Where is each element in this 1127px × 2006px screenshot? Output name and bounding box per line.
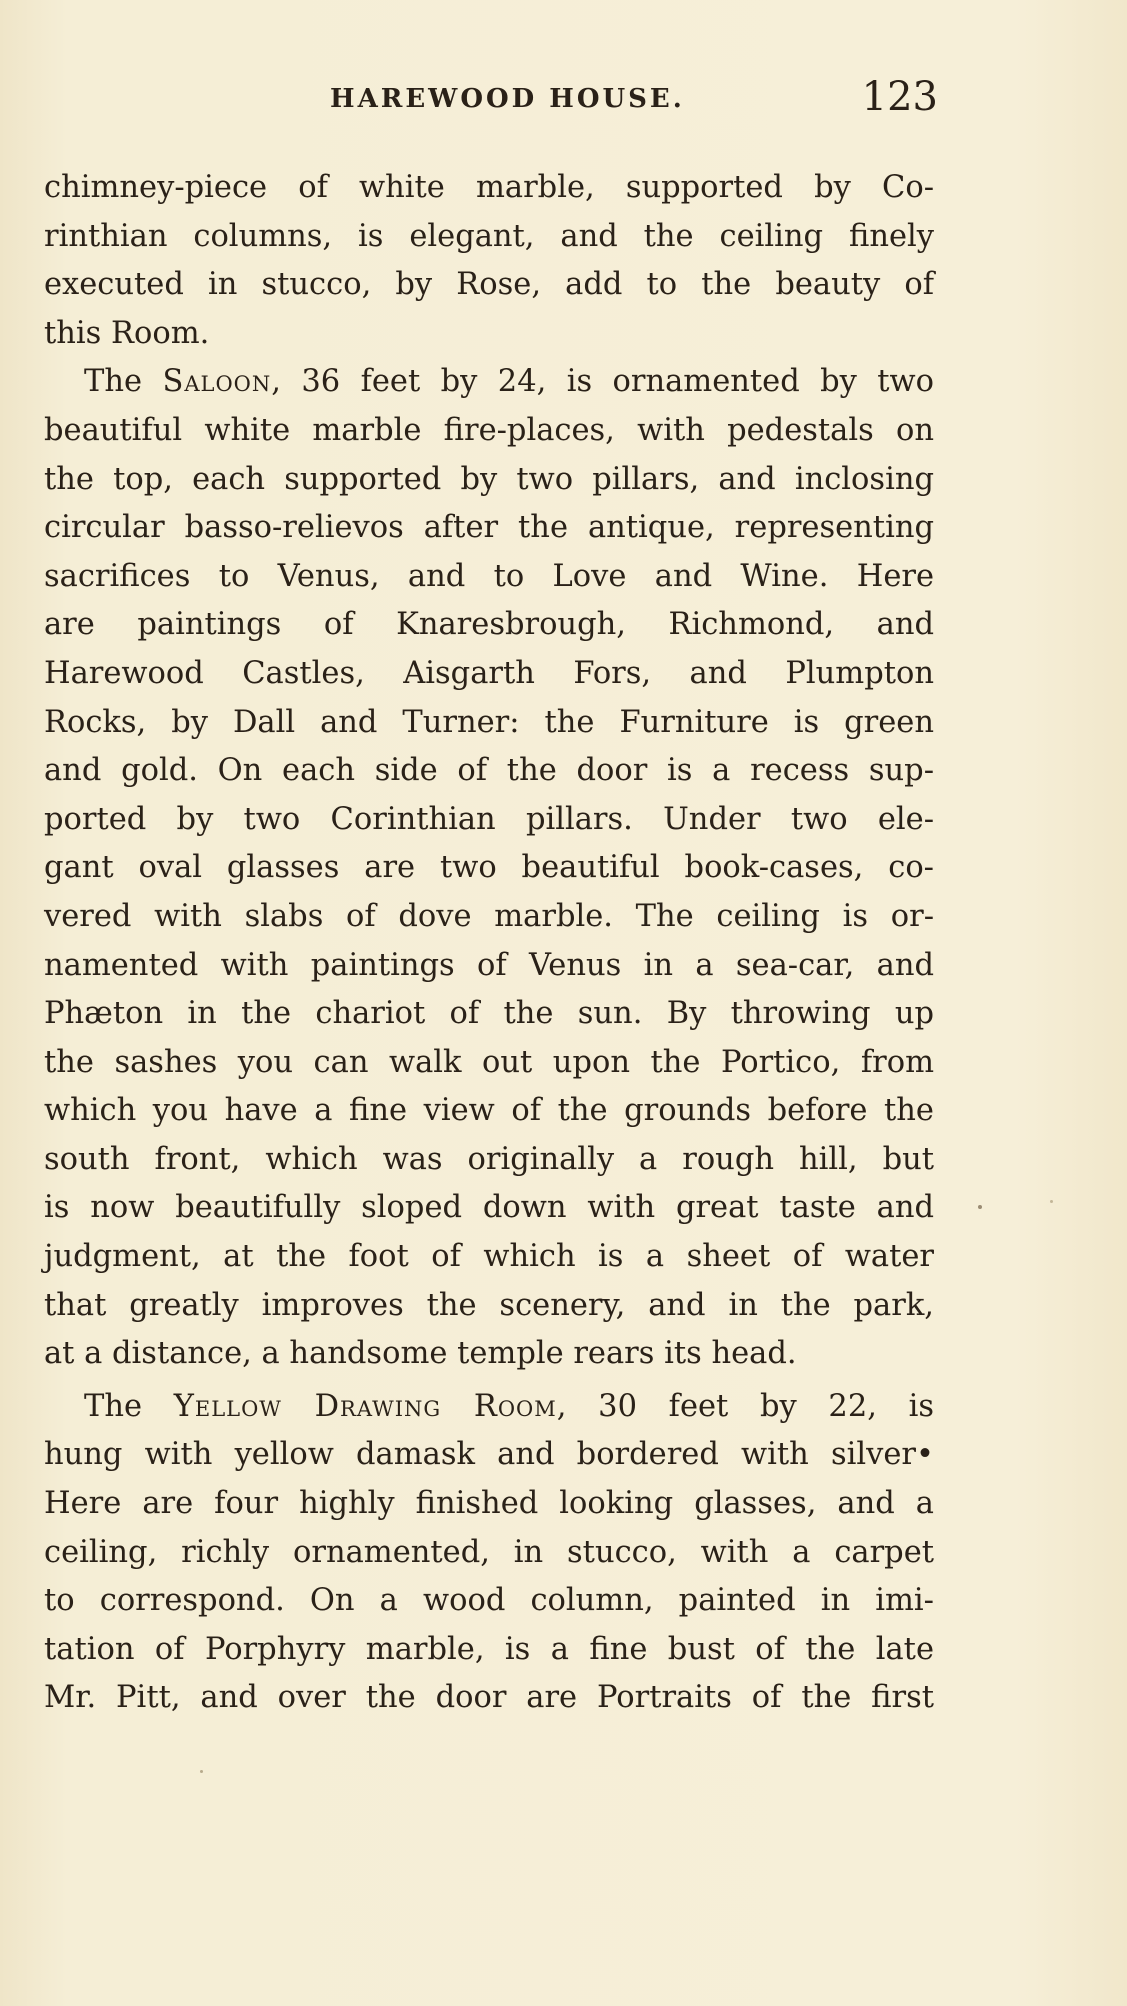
page-header	[330, 74, 938, 122]
text-line: rinthian columns, is elegant, and the ceiling finely	[44, 218, 934, 254]
text-line: Mr. Pitt, and over the door are Portraits of the first	[44, 1680, 934, 1716]
text-run: , 30 feet by 22, is	[556, 1388, 935, 1424]
text-line: the top, each supported by two pillars, and inclosing	[44, 461, 934, 497]
text-line: ceiling, richly ornamented, in stucco, with a carpet	[44, 1534, 934, 1570]
text-line: judgment, at the foot of which is a sheet of water	[44, 1239, 934, 1275]
text-line: tation of Porphyry marble, is a fine bust of the late	[44, 1631, 934, 1667]
text-line: and gold. On each side of the door is a recess sup-	[44, 753, 934, 789]
text-line: is now beautifully sloped down with great taste and	[44, 1190, 934, 1226]
text-line: chimney-piece of white marble, supported by Co-	[44, 170, 934, 205]
text-line: circular basso-relievos after the antique, representing	[44, 510, 934, 546]
text-line: gant oval glasses are two beautiful book-cases, co-	[44, 850, 934, 886]
text-line: at a distance, a handsome temple rears its head.	[44, 1336, 797, 1372]
text-line: executed in stucco, by Rose, add to the beauty of	[44, 267, 934, 303]
text-line: Rocks, by Dall and Turner: the Furniture is green	[44, 704, 934, 740]
paper-speck	[200, 1770, 203, 1773]
text-line: to correspond. On a wood column, painted in imi-	[44, 1583, 934, 1619]
text-line: Harewood Castles, Aisgarth Fors, and Plumpton	[44, 655, 934, 691]
room-name-yellow-drawing-room: Yellow Drawing Room	[173, 1388, 557, 1424]
text-line: the sashes you can walk out upon the Portico, from	[44, 1044, 934, 1080]
text-line: this Room.	[44, 315, 210, 351]
page-number: 123	[861, 74, 938, 120]
room-name-saloon: Saloon	[162, 364, 272, 400]
text-line: namented with paintings of Venus in a sea-car, and	[44, 947, 934, 983]
text-line: vered with slabs of dove marble. The ceiling is or-	[44, 898, 934, 934]
text-line: that greatly improves the scenery, and in the park,	[44, 1287, 934, 1323]
text-line: beautiful white marble fire-places, with pedestals on	[44, 412, 934, 448]
paragraph-opening-line	[44, 1383, 934, 1432]
text-line: ported by two Corinthian pillars. Under two ele-	[44, 801, 934, 837]
paragraph-opening-line	[44, 358, 934, 407]
body-text	[44, 164, 934, 1723]
text-line: south front, which was originally a rough hill, but	[44, 1141, 934, 1177]
text-run: The	[84, 364, 163, 400]
text-line: Phæton in the chariot of the sun. By throwing up	[44, 996, 934, 1032]
text-run: , 36 feet by 24, is ornamented by two	[271, 364, 935, 400]
running-title: HAREWOOD HOUSE.	[330, 84, 685, 114]
text-line: Here are four highly finished looking glasses, and a	[44, 1486, 934, 1522]
paper-speck	[1050, 1200, 1053, 1203]
text-line: sacrifices to Venus, and to Love and Wine. Here	[44, 558, 934, 594]
paper-speck	[978, 1205, 982, 1209]
text-line: which you have a fine view of the grounds before the	[44, 1093, 934, 1129]
text-line: are paintings of Knaresbrough, Richmond, and	[44, 607, 934, 643]
text-run: The	[84, 1388, 174, 1424]
text-line: hung with yellow damask and bordered with silver•	[44, 1437, 934, 1473]
